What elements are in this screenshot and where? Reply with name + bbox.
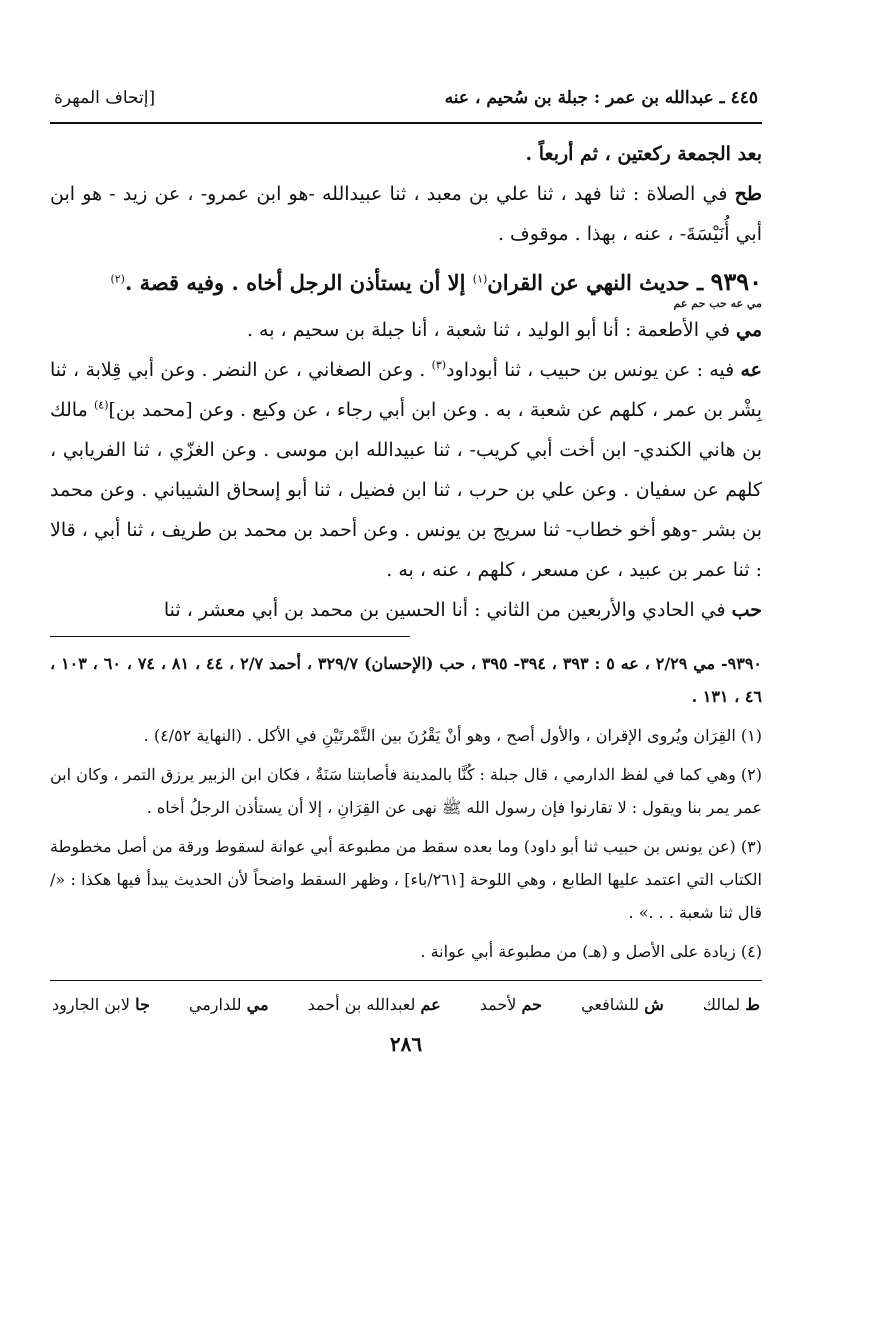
paragraph-text: . وعن الصغاني ، عن النضر . وعن أبي قِلابة ، ثنا بِشْر بن عمر ، كلهم عن شعبة ، به . وعن ابن أبي رجاء ، عن وكيع . وعن [محمد بن]: [50, 359, 762, 421]
running-header: [50, 88, 762, 124]
paragraph-text: في الأطعمة : أنا أبو الوليد ، ثنا شعبة ، أنا جبلة بن سحيم ، به .: [246, 319, 736, 341]
footnote-ref-2: (٢): [110, 272, 125, 286]
main-text: [50, 134, 762, 630]
hadith-title-b: إلا أن يستأذن الرجل أخاه . وفيه قصة .: [124, 270, 473, 295]
header-book-title: [إتحاف المهرة: [54, 88, 156, 108]
legend-item: حم لأحمد: [479, 995, 543, 1014]
paragraph-text: في الصلاة : ثنا فهد ، ثنا علي بن معبد ، ثنا عبيدالله -هو ابن عمرو- ، عن زيد - هو ابن أبي أُنَيْسَةَ- ، عنه ، بهذا . موقوف .: [50, 183, 762, 245]
legend-item: جا لابن الجارود: [52, 995, 150, 1014]
hadith-heading: [50, 262, 762, 304]
page-number: ٢٨٦: [389, 1032, 423, 1056]
paragraph-5: [50, 590, 762, 630]
legend-item: ط لمالك: [702, 995, 760, 1014]
footnote-ref-4: (٤): [93, 398, 109, 412]
paragraph-1: بعد الجمعة ركعتين ، ثم أربعاً .: [525, 143, 762, 165]
document-page: [50, 88, 762, 1056]
footnotes: [50, 647, 762, 968]
footnote-3: (٣) (عن يونس بن حبيب ثنا أبو داود) وما بعده سقط من مطبوعة أبي عوانة لسقوط ورقة من أصل مخطوطة الكتاب التي اعتمد عليها الطابع ، وهي اللوحة [٢٦١/باء] ، وظهر السقط واضحاً لأن الحديث يبدأ فيها هكذا : «/ قال ثنا شعبة . . .» .: [50, 837, 763, 922]
source-abbr: طح: [734, 183, 762, 205]
paragraph-4: [50, 350, 762, 590]
source-abbr: عه: [740, 359, 762, 381]
footnote-ref-1: (١): [472, 272, 488, 286]
footnote-4: (٤) زيادة على الأصل و (هـ) من مطبوعة أبي عوانة .: [420, 942, 762, 961]
footnote-2: (٢) وهي كما في لفظ الدارمي ، قال جبلة : كُنَّا بالمدينة فأصابتنا سَنَةٌ ، فكان ابن الزبير يرزق التمر ، وكان ابن عمر يمر بنا ويقول : لا تقارنوا فإن رسول الله ﷺ نهى عن القِرَانِ ، إلا أن يستأذن الرجلُ أخاه .: [50, 765, 763, 817]
header-title: ٤٤٥ ـ عبدالله بن عمر : جبلة بن سُحيم ، عنه: [444, 88, 758, 108]
source-abbr: مي: [735, 319, 762, 341]
paragraph-2: [50, 174, 762, 254]
legend-item: مي للدارمي: [188, 995, 269, 1014]
footnote-1: (١) القِرَان ويُروى الإقران ، والأول أصح ، وهو أنْ يَقْرُنَ بين التَّمْرتَيْنِ في الأكل . (النهاية ٤/٥٢) .: [143, 726, 762, 745]
footnote-references: ٩٣٩٠- مي ٢/٢٩ ، عه ٥ : ٣٩٣ ، ٣٩٤- ٣٩٥ ، حب (الإحسان) ٣٢٩/٧ ، أحمد ٢/٧ ، ٤٤ ، ٨١ ، ٧٤ ، ٦٠ ، ١٠٣ ، ٤٦ ، ١٣١ .: [50, 654, 762, 706]
legend-item: ش للشافعي: [581, 995, 664, 1014]
sources-line: مي عه حب حم عم: [673, 297, 762, 310]
paragraph-text: في الحادي والأربعين من الثاني : أنا الحسين بن محمد بن أبي معشر ، ثنا: [163, 599, 732, 621]
paragraph-text: مالك بن هاني الكندي- ابن أخت أبي كريب- ، ثنا عبيدالله ابن موسى . وعن الغزّي ، ثنا الفريابي ، كلهم عن سفيان . وعن علي بن حرب ، ثنا ابن فضيل ، ثنا أبو إسحاق الشيباني . وعن محمد بن بشر -وهو أخو خطاب- ثنا سريج بن يونس . وعن أحمد بن محمد بن طريف ، ثنا أبي ، قالا : ثنا عمر بن عبيد ، عن مسعر ، كلهم ، عنه ، به .: [50, 399, 762, 581]
legend-item: عم لعبدالله بن أحمد: [307, 995, 441, 1014]
paragraph-3: [50, 310, 762, 350]
paragraph-text: فيه : عن يونس بن حبيب ، ثنا أبوداود: [446, 359, 741, 381]
source-abbr: حب: [731, 599, 762, 621]
footnote-ref-3: (٣): [431, 358, 447, 372]
hadith-number: ٩٣٩٠: [710, 267, 762, 296]
hadith-title-a: ـ حديث النهي عن القران: [487, 270, 711, 295]
abbreviation-legend: [50, 981, 762, 1014]
footnote-divider: [50, 636, 410, 637]
